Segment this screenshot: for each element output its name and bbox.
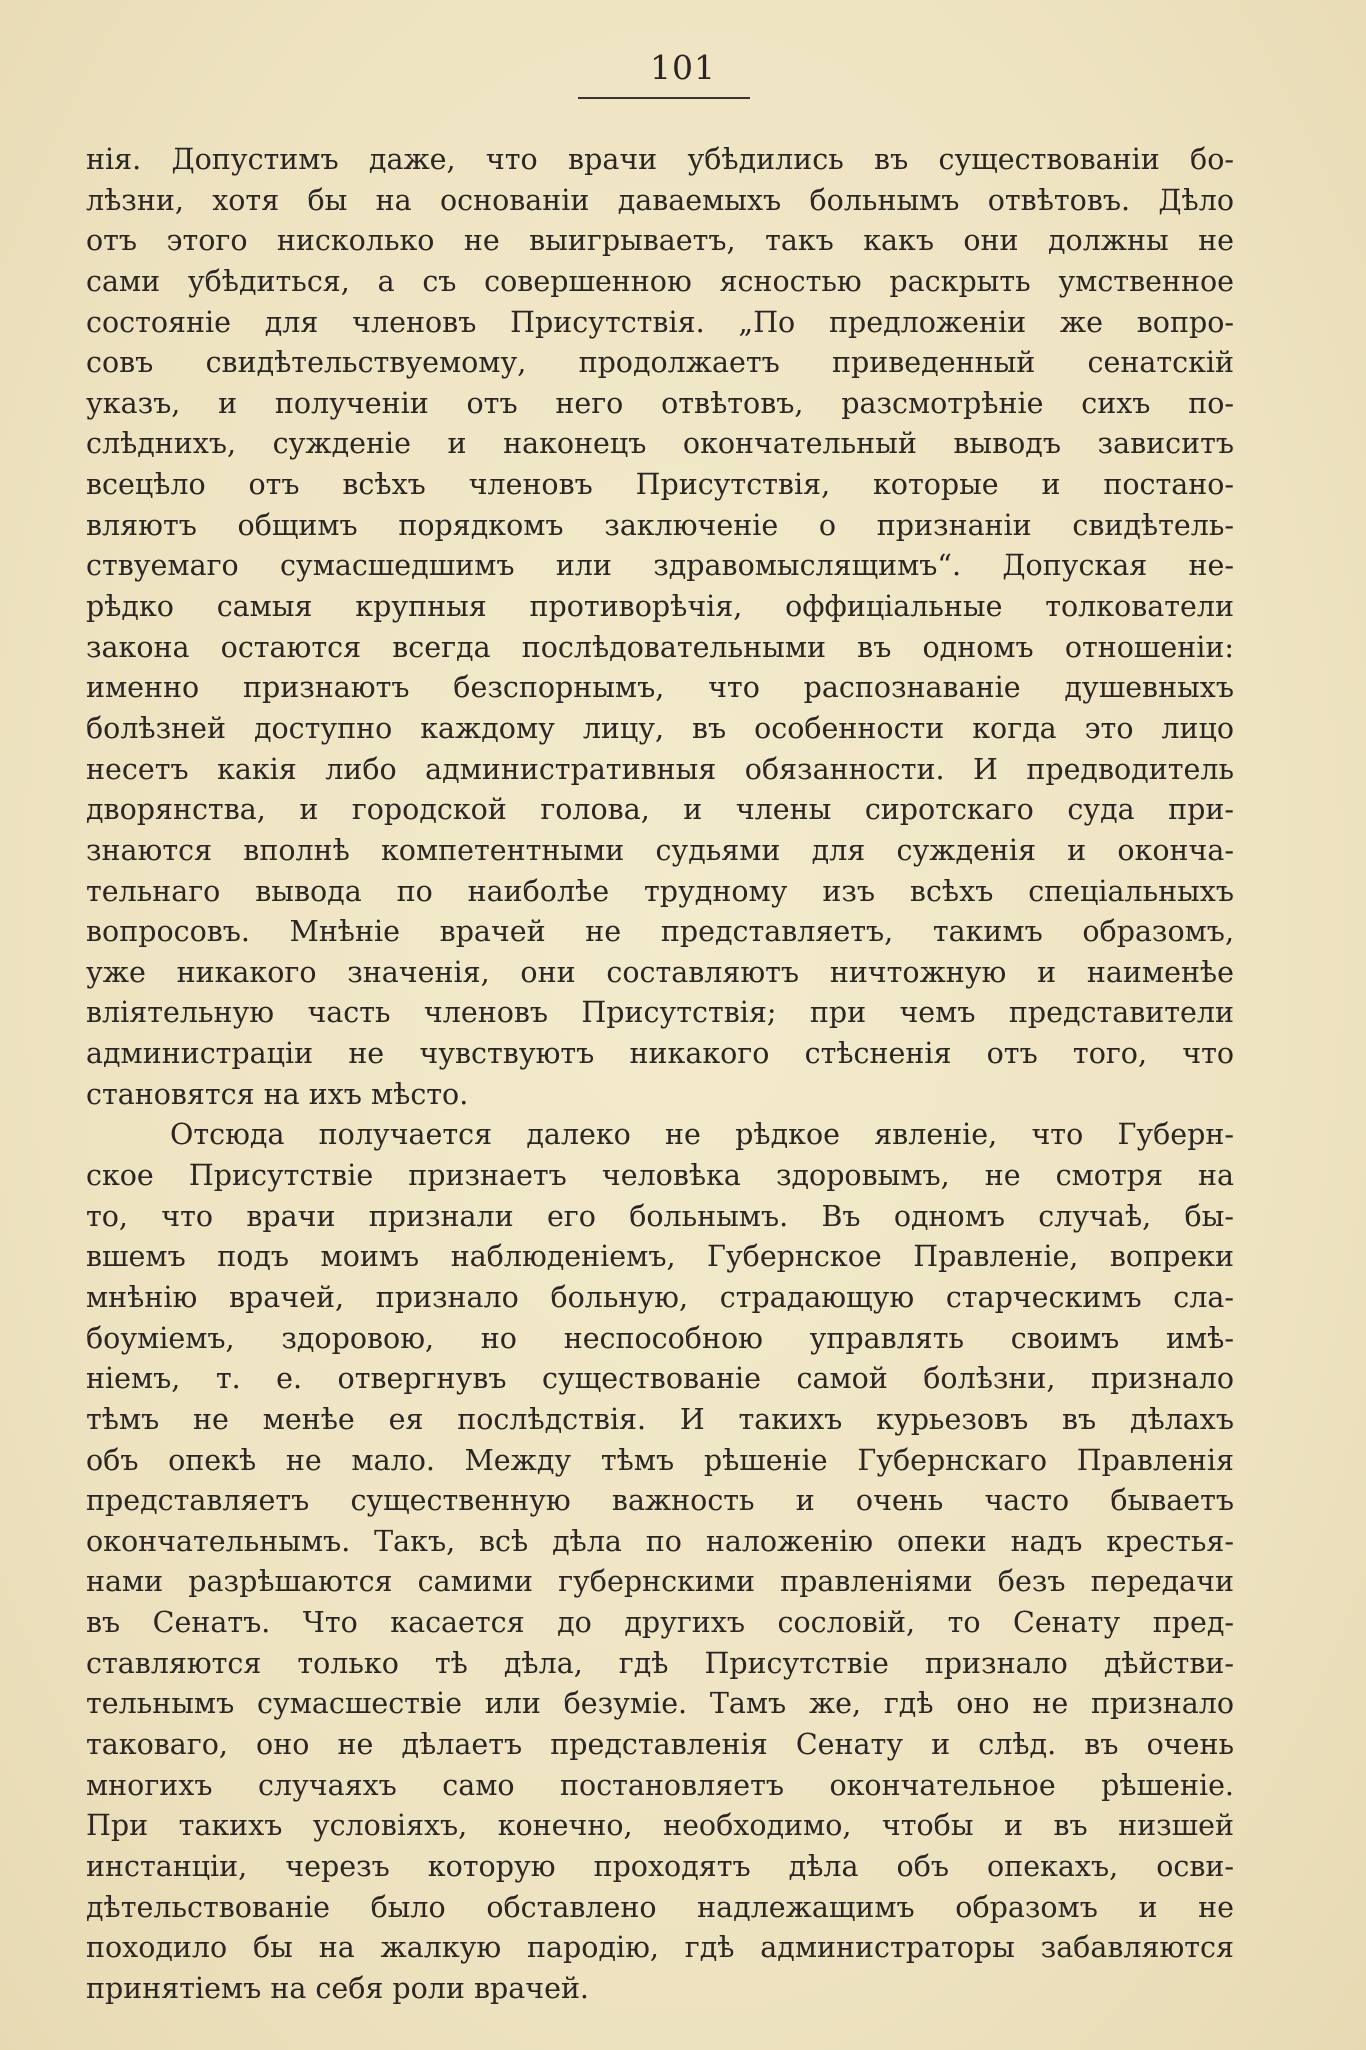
text-line: ское Присутствіе признаетъ человѣка здоровымъ, не смотря на (86, 1159, 1234, 1193)
text-line: ніемъ, т. е. отвергнувъ существованіе самой болѣзни, признало (86, 1362, 1234, 1396)
text-line: нія. Допустимъ даже, что врачи убѣдились въ существованіи бо- (86, 143, 1234, 176)
text-line: окончательнымъ. Такъ, всѣ дѣла по наложенію опеки надъ крестья- (86, 1524, 1234, 1558)
text-line: представляетъ существенную важность и очень часто бываетъ (86, 1484, 1234, 1518)
text-line: При такихъ условіяхъ, конечно, необходимо, чтобы и въ низшей (86, 1809, 1234, 1843)
text-line: таковаго, оно не дѣлаетъ представленія Сенату и слѣд. въ очень (86, 1727, 1234, 1761)
text-line: дѣтельствованіе было обставлено надлежащимъ образомъ и не (86, 1890, 1234, 1924)
text-line: становятся на ихъ мѣсто. (86, 1077, 469, 1111)
text-line: указъ, и полученіи отъ него отвѣтовъ, разсмотрѣніе сихъ по- (86, 386, 1234, 420)
text-line: знаются вполнѣ компетентными судьями для сужденія и оконча- (86, 833, 1234, 867)
text-line: вшемъ подъ моимъ наблюденіемъ, Губернское Правленіе, вопреки (86, 1240, 1234, 1274)
text-line: несетъ какія либо административныя обязанности. И предводитель (86, 752, 1234, 786)
text-line: нами разрѣшаются самими губернскими правленіями безъ передачи (86, 1565, 1234, 1599)
text-line: тѣмъ не менѣе ея послѣдствія. И такихъ курьезовъ въ дѣлахъ (86, 1402, 1234, 1436)
text-line: именно признаютъ безспорнымъ, что распознаваніе душевныхъ (86, 671, 1234, 705)
text-line: то, что врачи признали его больнымъ. Въ одномъ случаѣ, бы- (86, 1199, 1234, 1233)
text-line: многихъ случаяхъ само постановляетъ окончательное рѣшеніе. (86, 1768, 1234, 1802)
text-line: администраціи не чувствуютъ никакого стѣсненія отъ того, что (86, 1037, 1234, 1071)
text-line: закона остаются всегда послѣдовательными въ одномъ отношеніи: (86, 630, 1234, 664)
text-line: уже никакого значенія, они составляютъ ничтожную и наименѣе (86, 955, 1234, 989)
text-line: боуміемъ, здоровою, но неспособною управлять своимъ имѣ- (86, 1321, 1234, 1355)
text-line: мнѣнію врачей, признало больную, страдающую старческимъ сла- (86, 1280, 1234, 1314)
header-rule (578, 97, 750, 99)
text-line: состояніе для членовъ Присутствія. „По предложеніи же вопро- (86, 305, 1234, 339)
text-line: въ Сенатъ. Что касается до другихъ сословій, то Сенату пред- (86, 1606, 1234, 1640)
text-line: тельнымъ сумасшествіе или безуміе. Тамъ же, гдѣ оно не признало (86, 1687, 1234, 1721)
text-line: вліятельную часть членовъ Присутствія; при чемъ представители (86, 996, 1234, 1030)
text-line: вляютъ общимъ порядкомъ заключеніе о признаніи свидѣтель- (86, 508, 1234, 542)
text-line: рѣдко самыя крупныя противорѣчія, оффиціальные толкователи (86, 590, 1234, 624)
text-line: вопросовъ. Мнѣніе врачей не представляетъ, такимъ образомъ, (86, 915, 1234, 949)
text-line: отъ этого нисколько не выигрываетъ, такъ какъ они должны не (86, 224, 1234, 258)
text-line: тельнаго вывода по наиболѣе трудному изъ всѣхъ спеціальныхъ (86, 874, 1234, 908)
text-line: ставляются только тѣ дѣла, гдѣ Присутствіе признало дѣйстви- (86, 1646, 1234, 1680)
text-line: объ опекѣ не мало. Между тѣмъ рѣшеніе Губернскаго Правленія (86, 1443, 1234, 1477)
text-line: совъ свидѣтельствуемому, продолжаетъ приведенный сенатскій (86, 346, 1234, 380)
text-line: ствуемаго сумасшедшимъ или здравомыслящимъ“. Допуская не- (86, 549, 1234, 583)
text-line: Отсюда получается далеко не рѣдкое явленіе, что Губерн- (170, 1118, 1234, 1152)
text-line: дворянства, и городской голова, и члены сиротскаго суда при- (86, 793, 1234, 827)
text-line: всецѣло отъ всѣхъ членовъ Присутствія, которые и постано- (86, 468, 1234, 502)
text-line: болѣзней доступно каждому лицу, въ особенности когда это лицо (86, 711, 1234, 745)
text-line: лѣзни, хотя бы на основаніи даваемыхъ больнымъ отвѣтовъ. Дѣло (86, 183, 1234, 217)
text-line: слѣднихъ, сужденіе и наконецъ окончательный выводъ зависитъ (86, 427, 1234, 461)
text-line: сами убѣдиться, а съ совершенною ясностью раскрыть умственное (86, 264, 1234, 298)
text-line: инстанціи, черезъ которую проходятъ дѣла объ опекахъ, осви- (86, 1849, 1234, 1883)
text-line: походило бы на жалкую пародію, гдѣ администраторы забавляются (86, 1931, 1234, 1965)
page-number: 101 (650, 48, 716, 87)
body-text (86, 140, 1234, 2009)
text-line: принятіемъ на себя роли врачей. (86, 1971, 589, 2005)
